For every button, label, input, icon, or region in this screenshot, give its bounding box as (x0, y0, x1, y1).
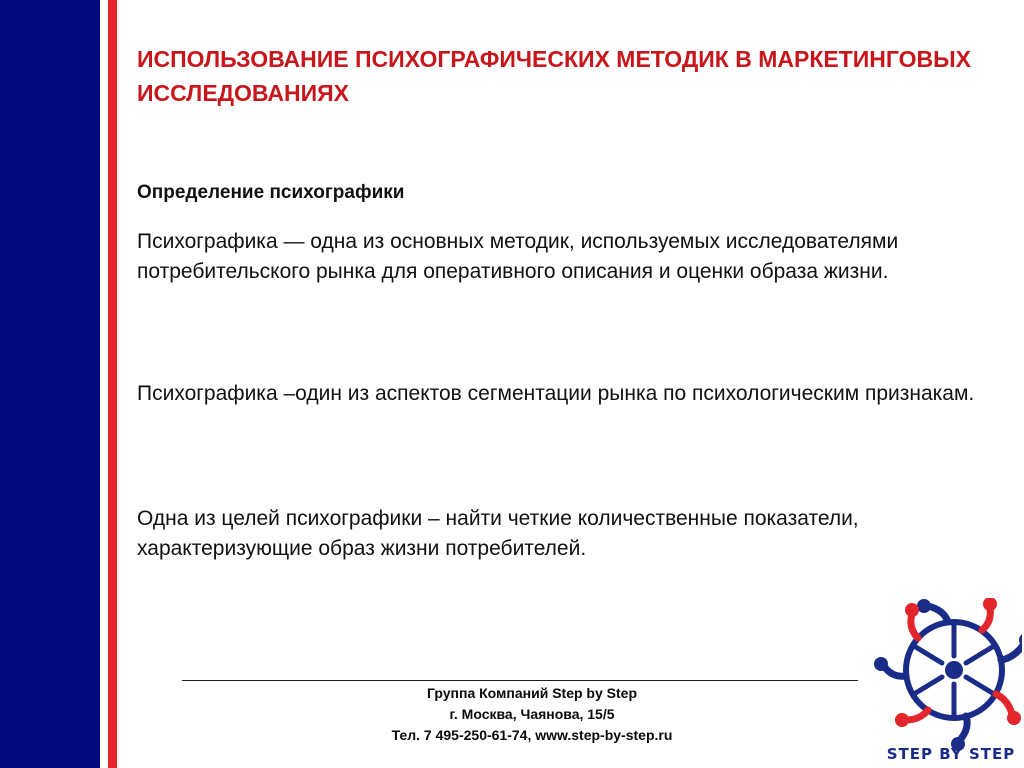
paragraph-segmentation: Психографика –один из аспектов сегментации рынка по психологическим признакам. (137, 382, 975, 405)
footer-contacts: Тел. 7 495-250-61-74, www.step-by-step.ru (391, 727, 673, 743)
footer (182, 683, 882, 746)
logo-wordmark: STEP BY STEP (886, 745, 1016, 763)
footer-divider (182, 680, 858, 681)
section-subtitle: Определение психографики (137, 182, 405, 203)
footer-company: Группа Компаний Step by Step (426, 685, 637, 701)
left-band-blue (0, 0, 100, 768)
left-band-white (100, 0, 108, 768)
paragraph-goal: Одна из целей психографики – найти четкие количественные показатели, характеризующие образ жизни потребителей. (137, 507, 859, 560)
left-band-red (108, 0, 117, 768)
paragraph-definition: Психографика — одна из основных методик, используемых исследователями потребительского рынка для оперативного описания и оценки образа жизни. (137, 230, 899, 283)
step-by-step-logo-icon (872, 598, 1022, 768)
footer-address: г. Москва, Чаянова, 15/5 (449, 706, 615, 722)
slide-title: ИСПОЛЬЗОВАНИЕ ПСИХОГРАФИЧЕСКИХ МЕТОДИК В МАРКЕТИНГОВЫХ ИССЛЕДОВАНИЯХ (137, 46, 971, 106)
